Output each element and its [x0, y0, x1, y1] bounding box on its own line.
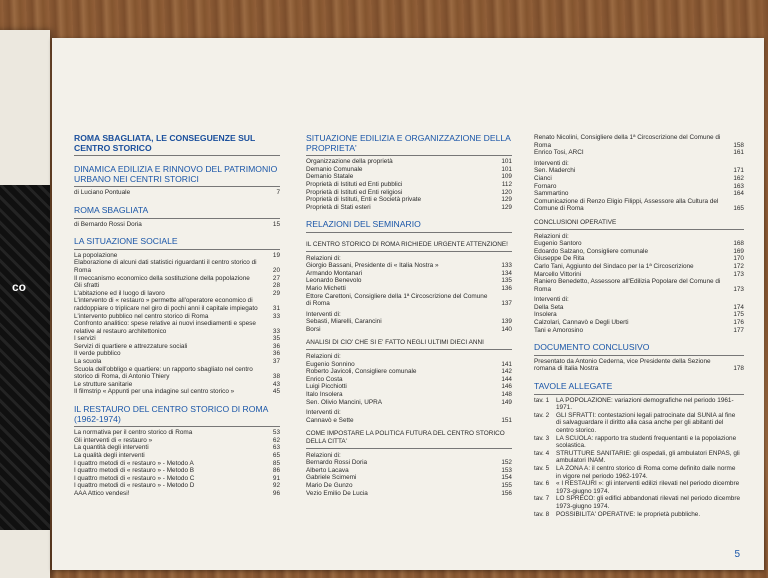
toc-entry-page: 101	[501, 158, 512, 166]
toc-entry-title: I quattro metodi di « restauro » - Metodo B	[74, 467, 195, 475]
toc-entry-page: 35	[272, 335, 280, 343]
toc-entry-title: Vezio Emilio De Lucia	[306, 489, 368, 497]
toc-entry	[534, 167, 744, 175]
toc-entry-page: 149	[501, 398, 512, 406]
toc-entry-page: 164	[733, 190, 744, 198]
toc-entry-title: Le strutture sanitarie	[74, 380, 133, 388]
toc-entry	[74, 467, 280, 475]
toc-entry	[306, 166, 512, 174]
toc-entry-page: 96	[272, 489, 280, 497]
toc-entry-page: 65	[272, 452, 280, 459]
toc-entry-title: Renato Nicolini, Consigliere della 1ª Circoscrizione del Comune di Roma	[534, 134, 721, 149]
toc-entry-title: L'abitazione ed il luogo di lavoro	[74, 289, 165, 297]
toc-entry	[74, 482, 280, 490]
toc-entry-title: La qualità degli interventi	[74, 452, 145, 459]
toc-entry	[306, 196, 512, 204]
toc-entry	[534, 198, 744, 213]
toc-entry	[534, 263, 744, 271]
toc-entry	[74, 460, 280, 468]
toc-entry	[534, 278, 744, 293]
plate-number: tav. 5	[534, 464, 550, 472]
toc-entry-page: 165	[733, 205, 744, 213]
section-title: IL RESTAURO DEL CENTRO STORICO DI ROMA (1962-1974)	[74, 404, 268, 424]
toc-entry-title: Gabriele Scimemi	[306, 474, 357, 482]
section-rule	[74, 155, 280, 156]
toc-entry-page: 135	[501, 277, 512, 285]
list-label: Relazioni di:	[306, 353, 341, 361]
section-title: DINAMICA EDILIZIA E RINNOVO DEL PATRIMONIO URBANO NEI CENTRI STORICI	[74, 164, 278, 184]
plate-description: LA ZONA A: il centro storico di Roma come definito dalle norme in vigore nel periodo 1962-1974.	[556, 464, 736, 480]
toc-entry-title: Giuseppe De Rita	[534, 255, 585, 263]
toc-entry-page: 43	[272, 380, 280, 388]
subsection-rule	[534, 229, 744, 230]
plate-entry	[534, 435, 744, 450]
toc-entry	[306, 417, 512, 425]
toc-entry-page: 62	[272, 436, 280, 444]
toc-entry-page: 85	[272, 459, 280, 467]
plate-number: tav. 3	[534, 434, 550, 442]
list-label: Interventi di:	[534, 296, 569, 304]
toc-entry	[74, 290, 280, 298]
list-label: Interventi di:	[534, 159, 569, 167]
toc-entry	[74, 221, 280, 229]
toc-entry-title: Proprietà di Istituti, Enti e Società private	[306, 196, 422, 204]
subsection-heading: CONCLUSIONI OPERATIVE	[534, 218, 617, 226]
toc-entry-title: Cianci	[534, 174, 552, 182]
toc-entry-title: Demanio Statale	[306, 173, 354, 181]
toc-entry-title: Il meccanismo economico della sostituzione della popolazione	[74, 274, 250, 282]
toc-entry	[74, 320, 280, 335]
toc-entry-title: Eugenio Sonnino	[306, 360, 355, 368]
section-rule	[74, 218, 280, 219]
toc-entry	[534, 311, 744, 319]
section-title: LA SITUAZIONE SOCIALE	[74, 236, 178, 247]
toc-entry-title: I quattro metodi di « restauro » - Metodo A	[74, 459, 194, 467]
toc-entry-page: 152	[501, 459, 512, 467]
plate-number: tav. 1	[534, 396, 550, 404]
toc-entry-page: 27	[272, 274, 280, 282]
toc-entry-page: 139	[501, 318, 512, 326]
toc-entry	[306, 399, 512, 407]
toc-entry-title: I quattro metodi di « restauro » - Metodo D	[74, 482, 195, 490]
toc-entry-title: Roberto Javicoli, Consigliere comunale	[306, 368, 417, 376]
plate-description: POSSIBILITA' OPERATIVE: le proprietà pubbliche.	[556, 510, 701, 518]
subsection-rule	[306, 251, 512, 252]
toc-entry-page: 168	[733, 240, 744, 248]
toc-entry-title: Italo Insolera	[306, 391, 343, 399]
toc-entry	[74, 381, 280, 389]
toc-entry	[74, 252, 280, 260]
toc-entry-title: Demanio Comunale	[306, 165, 363, 173]
toc-entry-page: 155	[501, 481, 512, 489]
toc-entry-page: 153	[501, 466, 512, 474]
toc-entry-title: Luigi Picchiotti	[306, 383, 347, 391]
toc-entry-page: 36	[272, 350, 280, 358]
toc-entry	[306, 326, 512, 334]
toc-entry-page: 133	[501, 262, 512, 270]
toc-entry-page: 129	[501, 196, 512, 204]
toc-entry-page: 146	[501, 383, 512, 391]
toc-entry-title: Bernardo Rossi Doria	[306, 459, 368, 467]
list-label: Relazioni di:	[306, 254, 341, 262]
toc-entry	[306, 173, 512, 181]
toc-entry	[306, 318, 512, 326]
toc-entry-title: Proprietà di Istituti ed Enti religiosi	[306, 188, 403, 196]
toc-entry-title: Il verde pubblico	[74, 350, 121, 358]
toc-entry-title: Presentato da Antonio Cederna, vice Presidente della Sezione romana di Italia Nostra	[534, 357, 711, 373]
toc-entry-title: Sammartino	[534, 190, 569, 198]
toc-entry-page: 173	[733, 270, 744, 278]
plate-entry	[534, 465, 744, 480]
toc-entry-title: I quattro metodi di « restauro » - Metodo C	[74, 474, 195, 482]
toc-entry-page: 169	[733, 247, 744, 255]
toc-entry	[306, 368, 512, 376]
toc-entry-title: Gli sfratti	[74, 282, 100, 290]
list-label: Interventi di:	[306, 409, 341, 417]
plate-entry	[534, 450, 744, 465]
plate-entry	[534, 397, 744, 412]
index-column-2	[306, 134, 512, 497]
toc-entry	[306, 181, 512, 189]
plate-entry	[534, 511, 744, 519]
toc-entry-page: 174	[733, 303, 744, 311]
section-title: ROMA SBAGLIATA, LE CONSEGUENZE SUL CENTRO STORICO	[74, 133, 256, 153]
toc-entry	[534, 175, 744, 183]
toc-entry	[534, 327, 744, 335]
plate-description: STRUTTURE SANITARIE: gli ospedali, gli ambulatori ENPAS, gli ambulatori INAM.	[556, 449, 740, 465]
toc-entry-page: 33	[272, 312, 280, 320]
toc-entry-title: Proprietà di Stati esteri	[306, 203, 371, 211]
toc-entry-page: 112	[501, 180, 512, 188]
section-title: DOCUMENTO CONCLUSIVO	[534, 342, 650, 353]
toc-entry-title: L'intervento pubblico nel centro storico di Roma	[74, 312, 209, 320]
toc-entry	[306, 490, 512, 498]
toc-entry-title: Sen. Maderchi	[534, 167, 576, 175]
section-rule	[534, 355, 744, 356]
toc-entry-page: 86	[272, 467, 280, 475]
toc-entry-page: 63	[272, 444, 280, 452]
toc-entry-title: Organizzazione della proprietà	[306, 158, 393, 166]
toc-entry	[74, 388, 280, 396]
toc-entry	[74, 350, 280, 358]
toc-entry-page: 28	[272, 282, 280, 290]
toc-entry-page: 163	[733, 182, 744, 190]
toc-entry-title: Armando Montanari	[306, 269, 363, 277]
subsection-heading: ANALISI DI CIO' CHE SI E' FATTO NEGLI ULTIMI DIECI ANNI	[306, 339, 484, 347]
toc-entry-title: Alberto Lacava	[306, 466, 349, 474]
toc-entry-page: 170	[733, 255, 744, 263]
toc-entry-title: AAA Attico vendesi!	[74, 489, 130, 497]
toc-entry-title: Tani e Amorosino	[534, 326, 584, 334]
toc-entry	[74, 275, 280, 283]
toc-entry-title: Mario Michetti	[306, 284, 346, 292]
toc-entry-page: 91	[272, 474, 280, 482]
section-rule	[74, 249, 280, 250]
toc-entry-title: Borsi	[306, 325, 321, 333]
toc-entry-page: 37	[272, 358, 280, 366]
toc-entry-page: 176	[733, 319, 744, 327]
toc-entry-page: 31	[272, 304, 280, 312]
toc-entry	[74, 358, 280, 366]
toc-entry-title: Sen. Olivio Mancini, UPRA	[306, 398, 383, 406]
toc-entry	[534, 304, 744, 312]
toc-entry-page: 33	[272, 327, 280, 335]
toc-entry-page: 161	[733, 149, 744, 157]
toc-entry-title: Giorgio Bassani, Presidente di « Italia Nostra »	[306, 262, 439, 270]
toc-entry-page: 19	[272, 251, 280, 259]
toc-entry	[534, 248, 744, 256]
toc-entry-title: Marcello Vittorini	[534, 270, 582, 278]
toc-entry-page: 144	[501, 375, 512, 383]
index-column-1	[74, 134, 280, 498]
toc-entry-page: 141	[501, 360, 512, 368]
toc-entry	[306, 270, 512, 278]
toc-entry	[306, 459, 512, 467]
toc-entry	[306, 158, 512, 166]
toc-entry	[306, 361, 512, 369]
toc-entry-page: 29	[272, 289, 280, 297]
plate-description: LA POPOLAZIONE: variazioni demografiche nel periodo 1961-1971.	[556, 396, 734, 412]
toc-entry-title: I servizi	[74, 335, 96, 343]
toc-entry-page: 177	[733, 326, 744, 334]
toc-entry	[306, 383, 512, 391]
toc-entry-page: 36	[272, 342, 280, 350]
subsection-heading: IL CENTRO STORICO DI ROMA RICHIEDE URGENTE ATTENZIONE!	[306, 240, 508, 248]
toc-entry-page: 134	[501, 269, 512, 277]
toc-entry-page: 92	[272, 482, 280, 490]
subsection-heading: COME IMPOSTARE LA POLITICA FUTURA DEL CENTRO STORICO DELLA CITTA'	[306, 430, 505, 445]
toc-entry	[74, 259, 280, 274]
section-rule	[534, 394, 744, 395]
toc-entry-page: 7	[276, 189, 280, 197]
plate-description: LA SCUOLA: rapporto tra studenti frequentanti e la popolazione scolastica.	[556, 434, 737, 450]
toc-entry-page: 178	[733, 365, 744, 373]
toc-entry	[306, 482, 512, 490]
toc-entry-title: Comunicazione di Renzo Eligio Filippi, Assessore alla Cultura del Comune di Roma	[534, 197, 719, 213]
section-title: SITUAZIONE EDILIZIA E ORGANIZZAZIONE DELLA PROPRIETA'	[306, 133, 511, 153]
toc-entry	[534, 190, 744, 198]
plate-entry	[534, 495, 744, 510]
toc-entry	[534, 149, 744, 157]
toc-entry	[534, 134, 744, 149]
index-page	[52, 38, 764, 570]
toc-entry	[306, 262, 512, 270]
photo-text: co	[12, 280, 27, 294]
page-number: 5	[734, 549, 740, 560]
toc-entry-page: 162	[733, 174, 744, 182]
toc-entry	[74, 366, 280, 381]
toc-entry-title: Leonardo Benevolo	[306, 277, 362, 285]
plate-number: tav. 7	[534, 495, 550, 503]
toc-entry-title: di Luciano Pontuale	[74, 189, 131, 197]
toc-entry-title: Edoardo Salzano, Consigliere comunale	[534, 247, 649, 255]
list-label: Interventi di:	[306, 310, 341, 318]
plate-description: LO SPRECO: gli edifici abbandonati rilevati nel periodo dicembre 1973-giugno 1974.	[556, 495, 741, 510]
toc-entry-title: La quantità degli interventi	[74, 444, 149, 452]
toc-entry-page: 53	[272, 429, 280, 437]
plate-entry	[534, 412, 744, 435]
toc-entry-page: 175	[733, 311, 744, 319]
photo-texture	[0, 185, 50, 530]
toc-entry-title: La normativa per il centro storico di Roma	[74, 429, 193, 437]
toc-entry-page: 156	[501, 489, 512, 497]
toc-entry-title: Enrico Costa	[306, 375, 343, 383]
toc-entry	[534, 183, 744, 191]
toc-entry	[74, 297, 280, 312]
toc-entry	[306, 204, 512, 212]
toc-entry-title: La popolazione	[74, 251, 118, 259]
toc-entry-page: 109	[501, 173, 512, 181]
toc-entry	[74, 335, 280, 343]
list-label: Relazioni di:	[534, 232, 569, 240]
plate-number: tav. 2	[534, 411, 550, 419]
toc-entry-title: Cannavò e Sette	[306, 416, 354, 424]
toc-entry	[74, 343, 280, 351]
toc-entry-page: 148	[501, 391, 512, 399]
toc-entry-title: Servizi di quartiere e attrezzature sociali	[74, 342, 188, 350]
toc-entry-title: La scuola	[74, 358, 102, 366]
subsection-rule	[306, 349, 512, 350]
toc-entry-title: Eugenio Santoro	[534, 240, 582, 248]
plate-description: « I RESTAURI »: gli interventi edilizi rilevati nel periodo dicembre 1973-giugno 1974.	[556, 480, 740, 495]
toc-entry-title: Elaborazione di alcuni dati statistici riguardanti il centro storico di Roma	[74, 259, 257, 274]
plate-number: tav. 4	[534, 449, 550, 457]
subsection-rule	[306, 448, 512, 449]
section-rule	[74, 426, 280, 427]
toc-entry	[74, 189, 280, 197]
toc-entry	[306, 277, 512, 285]
toc-entry-page: 15	[272, 220, 280, 228]
toc-entry-page: 171	[733, 167, 744, 175]
toc-entry	[74, 475, 280, 483]
toc-entry	[534, 240, 744, 248]
toc-entry-page: 38	[272, 373, 280, 381]
toc-entry-page: 120	[501, 188, 512, 196]
toc-entry-title: Mario De Gunzo	[306, 481, 353, 489]
toc-entry	[74, 444, 280, 452]
toc-entry-title: Sebasti, Miarelli, Carancini	[306, 318, 382, 326]
toc-entry-title: di Bernardo Rossi Doria	[74, 220, 142, 228]
toc-entry	[306, 391, 512, 399]
toc-entry	[74, 429, 280, 437]
toc-entry	[306, 474, 512, 482]
toc-entry	[74, 490, 280, 498]
toc-entry-page: 142	[501, 368, 512, 376]
toc-entry-title: Enrico Tosi, ARCI	[534, 149, 584, 157]
toc-entry-page: 20	[272, 266, 280, 274]
toc-entry-title: Il filmstrip « Appunti per una indagine sul centro storico »	[74, 388, 235, 396]
toc-entry-title: Confronto analitico: spese relative ai nuovi insediamenti e spese relative al restauro architettonico	[74, 320, 256, 335]
toc-entry-title: Carlo Tani, Aggiunto del Sindaco per la 1ª Circoscrizione	[534, 262, 694, 270]
toc-entry-page: 129	[501, 203, 512, 211]
toc-entry-page: 172	[733, 262, 744, 270]
toc-entry-title: Proprietà di Istituti ed Enti pubblici	[306, 180, 403, 188]
toc-entry-page: 151	[501, 416, 512, 424]
toc-entry-title: L'intervento di « restauro » permette all'operatore economico di raddoppiare o triplicare nel giro di pochi anni il capitale impiegato	[74, 297, 258, 312]
section-rule	[306, 232, 512, 233]
toc-entry-page: 45	[272, 388, 280, 396]
left-page-photo	[0, 185, 50, 530]
toc-entry	[74, 282, 280, 290]
toc-entry-title: Calzolari, Cannavò e Degli Uberti	[534, 319, 629, 327]
toc-entry-page: 101	[501, 165, 512, 173]
toc-entry	[534, 319, 744, 327]
toc-entry	[306, 189, 512, 197]
toc-entry	[306, 293, 512, 308]
toc-entry-title: Fornaro	[534, 182, 557, 190]
section-title: ROMA SBAGLIATA	[74, 204, 149, 215]
toc-entry-title: Insolera	[534, 311, 557, 319]
section-title: RELAZIONI DEL SEMINARIO	[306, 219, 421, 230]
toc-entry-title: Della Seta	[534, 303, 564, 311]
list-label: Relazioni di:	[306, 451, 341, 459]
section-rule	[306, 155, 512, 156]
plate-description: GLI SFRATTI: contestazioni legali patrocinate dal SUNIA al fine di salvaguardare il diritto alla casa anche per gli abitanti del centro storico.	[556, 411, 736, 434]
toc-entry	[534, 358, 744, 373]
toc-entry-title: Raniero Benedetto, Assessore all'Edilizia Popolare del Comune di Roma	[534, 278, 721, 293]
section-title: TAVOLE ALLEGATE	[534, 381, 613, 392]
section-rule	[74, 186, 280, 187]
toc-entry-page: 158	[733, 141, 744, 149]
toc-entry-page: 137	[501, 300, 512, 308]
toc-entry	[534, 271, 744, 279]
plate-number: tav. 8	[534, 510, 550, 518]
plate-number: tav. 6	[534, 480, 550, 488]
toc-entry	[74, 313, 280, 321]
toc-entry	[306, 467, 512, 475]
toc-entry-title: Ettore Carettoni, Consigliere della 1ª Circoscrizione del Comune di Roma	[306, 292, 488, 308]
toc-entry-page: 173	[733, 285, 744, 293]
toc-entry	[74, 437, 280, 445]
toc-entry	[306, 376, 512, 384]
index-column-3	[534, 134, 744, 518]
toc-entry-title: Scuola dell'obbligo e quartiere: un rapporto sbagliato nel centro storico di Roma, di Antonio Thiery	[74, 365, 253, 381]
plate-entry	[534, 480, 744, 495]
toc-entry-page: 140	[501, 325, 512, 333]
toc-entry-page: 136	[501, 284, 512, 292]
toc-entry-title: Gli interventi di « restauro »	[74, 436, 153, 444]
toc-entry	[534, 255, 744, 263]
toc-entry	[74, 452, 280, 460]
toc-entry	[306, 285, 512, 293]
toc-entry-page: 154	[501, 474, 512, 482]
